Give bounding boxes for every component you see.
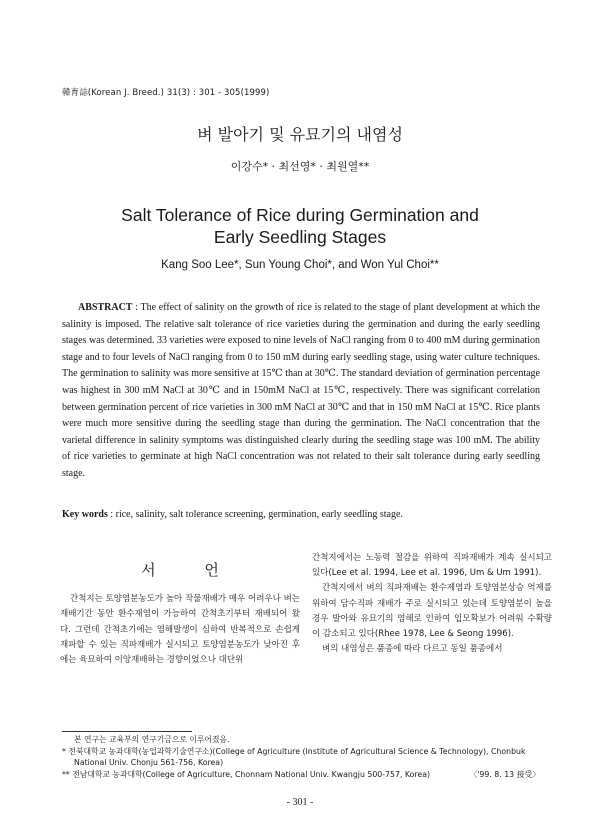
right-column-paragraph-2: 간척지에서 벼의 직파재배는 환수제염과 토양염분상승 억제를 위하여 담수직파 재배가 주로 실시되고 있는데 토양염분이 높을 경우 발아와 유묘기의 염해로 인하여 입모확보가 어려워 수확량이 감소되고 있다(Rhee 1978, Lee & Seong 1996). [312,583,552,640]
page-number: - 301 - [286,797,314,808]
right-column [312,551,552,657]
journal-reference: 韓育誌(Korean J. Breed.) 31(3) : 301 - 305(1999) [62,88,270,98]
section-heading-introduction: 서 언 [141,561,241,579]
right-column-paragraph-3: 벼의 내염성은 품종에 따라 다르고 동일 품종에서 [322,644,503,655]
korean-authors: 이강수* · 최선영* · 최원열** [230,160,370,173]
abstract [62,300,540,483]
english-authors: Kang Soo Lee*, Sun Young Choi*, and Won Yul Choi** [161,259,439,271]
received-date: 〈'99. 8. 13 接受〉 [469,769,540,779]
left-column [60,551,300,668]
footnotes [62,734,540,780]
english-title [0,204,600,248]
right-column-paragraph-1: 간척지에서는 노동력 절감을 위하여 직파재배가 계속 실시되고 있다(Lee et al. 1994, Lee et al. 1996, Um & Um 1991). [312,553,552,579]
left-column-paragraph-1: 간척지는 토양염분농도가 높아 작물재배가 매우 어려우나 벼는 재배기간 동안 환수재염이 가능하여 간척초기부터 재배되어 왔다. 그런데 간척초기에는 염해발생이 심하여 반복적으로 손쉽게 재파할 수 있는 직파재배가 실시되고 토양염분농도가 낮아진 후에는 육묘하여 이앙재배하는 경향이었으나 대단위 [60,594,300,666]
abstract-text: : The effect of salinity on the growth of rice is related to the stage of plant development at which the salinity is imposed. The relative salt tolerance of rice varieties during the germination and during the early seedling stages was determined. 33 varieties were exposed to nine levels of NaCl ranging from 0 to 400 mM during germination stage and to four levels of NaCl ranging from 0 to 150 mM during early seedling stage, using water culture techniques. The germination to salinity was more sensitive at 15℃ than at 30℃. The standard deviation of germination percentage was highest in 300 mM NaCl at 30℃ and in 150mM NaCl at 15℃, respectively. There was significant correlation between germination percent of rice varieties in 300 mM NaCl at 30℃ and that in 150 mM NaCl at 15℃. Rice plants were much more sensitive during the seedling stage than during the germination. The NaCl concentration that the varietal difference in salinity symptoms was distinguished clearly during the seedling stage was 100 mM. The ability of rice varieties to germinate at high NaCl concentration was not related to their salt tolerance during early seedling stage. [62,302,540,479]
korean-title: 벼 발아기 및 유묘기의 내염성 [197,125,403,144]
keywords [62,507,540,522]
english-title-line-1: Salt Tolerance of Rice during Germination and [121,205,479,225]
footnote-divider [62,731,192,732]
footnote-affiliation-2: ** 전남대학교 농과대학(College of Agriculture, Chonnam National Univ. Kwangju 500-757, Korea) [62,769,431,779]
footnote-affiliation-1-cont: National Univ. Chonju 561-756, Korea) [74,758,224,768]
keywords-label: Key words [62,509,108,520]
footnote-affiliation-1: * 전북대학교 농과대학(농업과학기술연구소)(College of Agriculture (Institute of Agricultural Science & Technology), Chonbuk [62,746,526,756]
abstract-label: ABSTRACT [78,302,133,313]
footnote-funding: 본 연구는 교육부의 연구기금으로 이루어졌음. [74,735,230,744]
english-title-line-2: Early Seedling Stages [213,227,387,247]
keywords-text: : rice, salinity, salt tolerance screening, germination, early seedling stage. [110,509,403,520]
